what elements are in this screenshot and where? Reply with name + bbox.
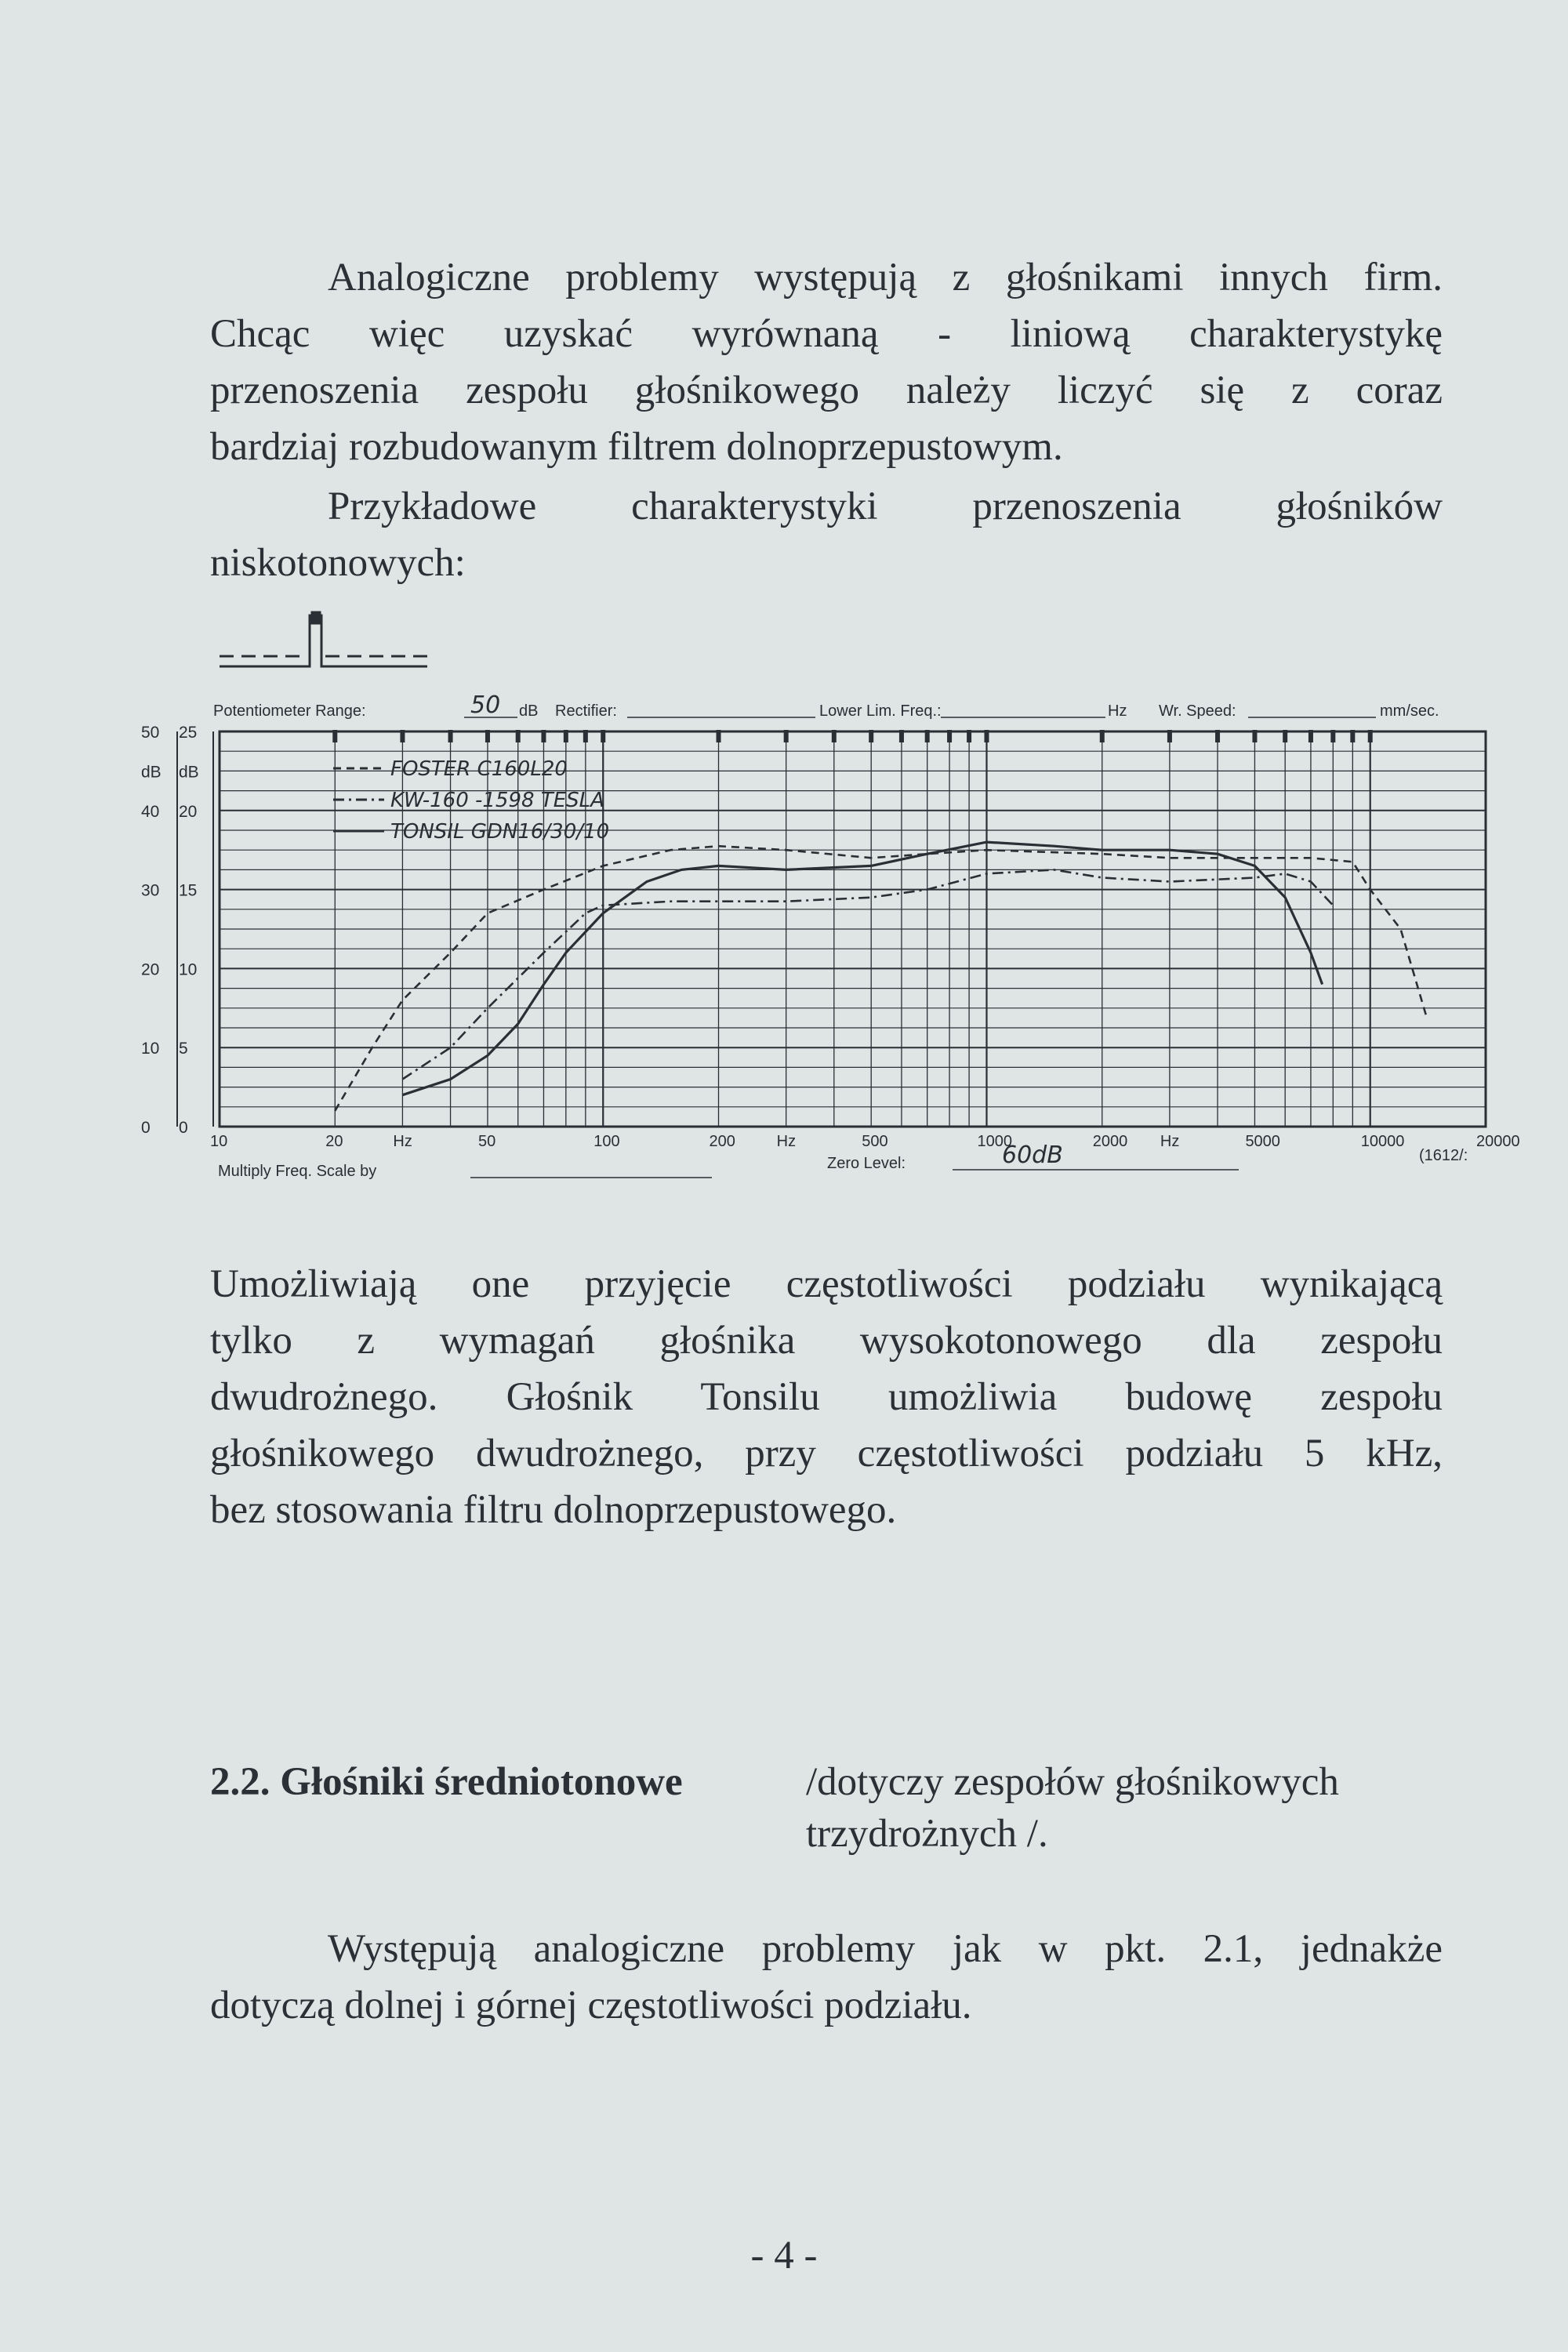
x-tick-label: 50: [477, 1133, 496, 1150]
y-tick-label-inner: 20: [179, 802, 198, 821]
section-heading: [210, 1756, 1465, 1856]
grid-tick-mark: [1215, 730, 1220, 742]
x-tick-label: 500: [862, 1133, 888, 1150]
wr-speed-label: Wr. Speed:: [1159, 702, 1236, 720]
paragraph-midrange: [210, 1921, 1443, 2034]
grid-tick-mark: [1350, 730, 1355, 742]
text-line: niskotonowych:: [210, 541, 466, 585]
rectifier-label: Rectifier:: [555, 702, 617, 720]
y-tick-label-inner: 0: [179, 1119, 188, 1137]
logo-mark: [220, 612, 427, 666]
y-tick-label-outer: 40: [141, 802, 160, 821]
y-tick-label-outer: 50: [141, 724, 160, 742]
x-tick-label: 10: [210, 1133, 228, 1150]
x-tick-label: 2000: [1092, 1133, 1128, 1150]
y-tick-label-outer: 10: [141, 1040, 160, 1058]
y-axis-label-outer: dB: [141, 763, 162, 782]
grid-tick-mark: [541, 730, 546, 742]
legend-label: FOSTER C160L20: [390, 757, 568, 781]
text-line: Umożliwiają one przyjęcie częstotliwości podziału wynikającą: [210, 1262, 1443, 1306]
x-tick-label: 20000: [1476, 1133, 1520, 1150]
page-number: - 4 -: [750, 2234, 818, 2278]
grid-tick-mark: [1283, 730, 1287, 742]
grid-tick-mark: [869, 730, 873, 742]
grid-tick-mark: [485, 730, 490, 742]
grid-tick-mark: [1368, 730, 1373, 742]
hz-label: Hz: [1108, 702, 1127, 720]
text-line: Przykładowe charakterystyki przenoszenia głośników: [328, 485, 1443, 528]
text-line: przenoszenia zespołu głośnikowego należy liczyć się z coraz: [210, 368, 1443, 412]
y-tick-label-inner: 15: [179, 881, 198, 900]
y-tick-label-inner: 10: [179, 960, 198, 979]
grid-tick-mark: [1330, 730, 1335, 742]
db-label: dB: [519, 702, 539, 720]
grid-tick-mark: [925, 730, 930, 742]
grid-tick-mark: [1100, 730, 1105, 742]
text-line: głośnikowego dwudrożnego, przy częstotliwości podziału 5 kHz,: [210, 1432, 1443, 1475]
series-line-0: [335, 846, 1426, 1111]
text-line: Analogiczne problemy występują z głośnikami innych firm.: [328, 256, 1443, 299]
y-tick-label-inner: 25: [179, 724, 198, 742]
chart-series: [335, 842, 1426, 1111]
chart-svg: [125, 608, 1520, 1188]
y-tick-label-outer: 30: [141, 881, 160, 900]
x-tick-label: 10000: [1360, 1133, 1405, 1150]
grid-tick-mark: [516, 730, 521, 742]
x-tick-label: 200: [709, 1133, 735, 1150]
frequency-response-chart: [125, 608, 1520, 1188]
text-line: Chcąc więc uzyskać wyrównaną - liniową charakterystykę: [210, 312, 1443, 356]
x-axis: [210, 1133, 1520, 1150]
grid-tick-mark: [332, 730, 337, 742]
y-tick-label-outer: 20: [141, 960, 160, 979]
chart-legend: [333, 757, 609, 844]
text-line: Występują analogiczne problemy jak w pkt. 2.1, jednakże: [328, 1927, 1443, 1971]
grid-tick-mark: [832, 730, 837, 742]
y-axis: [141, 724, 213, 1137]
x-tick-label: 100: [593, 1133, 620, 1150]
text-line: dwudrożnego. Głośnik Tonsilu umożliwia budowę zespołu: [210, 1375, 1443, 1419]
y-tick-label-inner: 5: [179, 1040, 188, 1058]
potentiometer-label: Potentiometer Range:: [213, 702, 366, 720]
grid-tick-mark: [717, 730, 721, 742]
y-tick-label-outer: 0: [141, 1119, 151, 1137]
section-title: 2.2. Głośniki średniotonowe: [210, 1760, 683, 1804]
grid-tick-mark: [1308, 730, 1313, 742]
x-tick-label: 5000: [1245, 1133, 1280, 1150]
grid-tick-mark: [400, 730, 405, 742]
speed-unit: mm/sec.: [1380, 702, 1439, 720]
zero-level-value: 60dB: [1002, 1142, 1063, 1169]
legend-label: TONSIL GDN16/30/10: [390, 820, 610, 844]
grid-tick-mark: [947, 730, 952, 742]
grid-tick-mark: [1167, 730, 1172, 742]
legend-label: KW-160 -1598 TESLA: [390, 789, 604, 812]
section-note: [806, 1756, 1480, 1860]
x-tick-label: 20: [325, 1133, 343, 1150]
grid-tick-mark: [448, 730, 453, 742]
grid-tick-mark: [784, 730, 789, 742]
grid-tick-mark: [583, 730, 588, 742]
x-tick-label: Hz: [393, 1133, 412, 1150]
zero-level-label: Zero Level:: [827, 1155, 906, 1172]
grid-tick-mark: [984, 730, 989, 742]
x-tick-label: 1000: [977, 1133, 1012, 1150]
text-line: bardziaj rozbudowanym filtrem dolnoprzepustowym.: [210, 425, 1063, 469]
text-line: dotyczą dolnej i górnej częstotliwości podziału.: [210, 1984, 972, 2027]
potentiometer-value: 50: [470, 691, 501, 719]
paragraph-intro: [210, 249, 1443, 475]
section-note-line: /dotyczy zespołów głośnikowych: [806, 1760, 1339, 1804]
paragraph-tonsil: [210, 1256, 1443, 1538]
grid-tick-mark: [1252, 730, 1257, 742]
corner-code: (1612/:: [1419, 1147, 1468, 1164]
y-axis-label-inner: dB: [179, 763, 199, 782]
grid-tick-mark: [967, 730, 971, 742]
multiply-freq-label: Multiply Freq. Scale by: [218, 1163, 377, 1180]
text-line: bez stosowania filtru dolnoprzepustowego.: [210, 1488, 897, 1532]
paragraph-chart-intro: [210, 478, 1443, 591]
x-tick-label: Hz: [1160, 1133, 1180, 1150]
lower-lim-label: Lower Lim. Freq.:: [819, 702, 942, 720]
x-tick-label: Hz: [776, 1133, 797, 1150]
grid-tick-mark: [899, 730, 904, 742]
text-line: tylko z wymagań głośnika wysokotonowego dla zespołu: [210, 1319, 1443, 1363]
grid-tick-mark: [601, 730, 605, 742]
section-note-line: trzydrożnych /.: [806, 1812, 1048, 1856]
grid-tick-mark: [564, 730, 568, 742]
